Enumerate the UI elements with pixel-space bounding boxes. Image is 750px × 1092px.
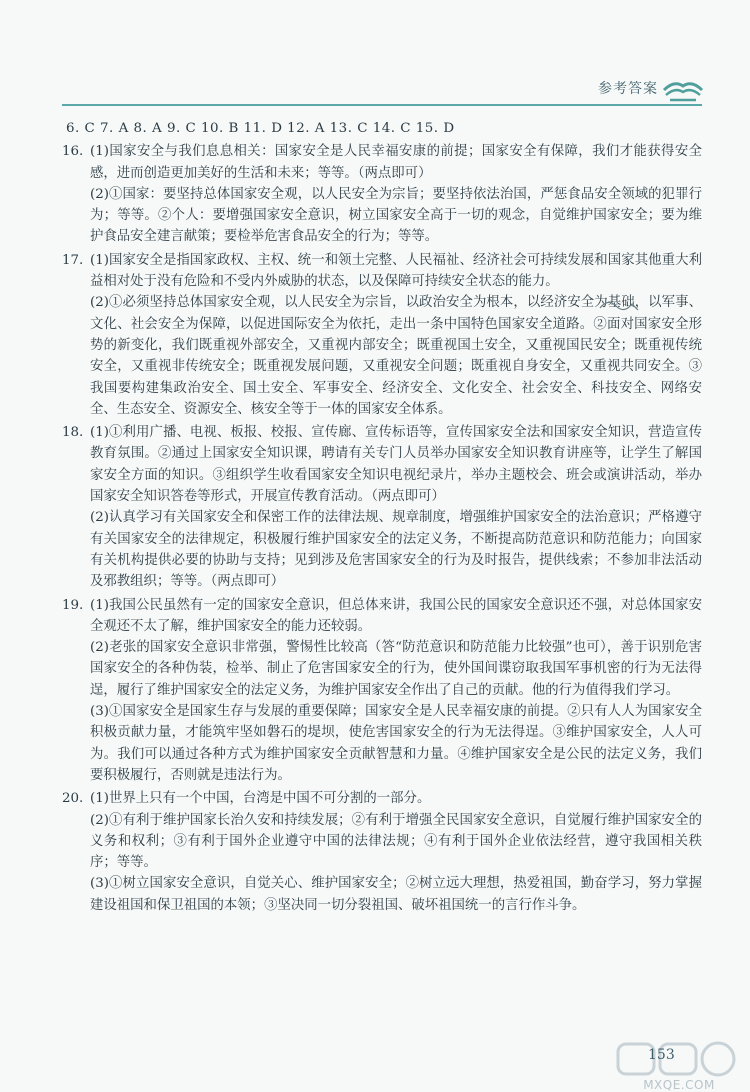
pen-mark-icon [596, 296, 642, 318]
answer-paragraph: (2)认真学习有关国家安全和保密工作的法律法规、规章制度，增强维护国家安全的法治意识；严格遵守有关国家安全的法律规定，积极履行维护国家安全的法定义务，不断提高防范意识和防范能力；向国家有关机构提供必要的协助与支持；见到涉及危害国家安全的行为及时报告，提供线索；不参加非法活动及邪教组织；等等。（两点即可） [90, 510, 702, 590]
answer-paragraph: (2)①必须坚持总体国家安全观，以人民安全为宗旨，以政治安全为根本，以经济安全为基础，以军事、文化、社会安全为保障，以促进国际安全为依托，走出一条中国特色国家安全道路。②面对国家安全形势的新变化，我们既重视外部安全，又重视内部安全；既重视国土安全，又重视国民安全；既重视传统安全，又重视非传统安全；既重视发展问题，又重视安全问题；既重视自身安全，又重视共同安全。③我国要构建集政治安全、国土安全、军事安全、经济安全、文化安全、社会安全、科技安全、网络安全、生态安全、资源安全、核安全等于一体的国家安全体系。 [90, 295, 702, 417]
answer-paragraph: (1)世界上只有一个中国，台湾是中国不可分割的一部分。 [90, 791, 431, 807]
header-divider [62, 104, 702, 106]
header-title: 参考答案 [598, 81, 658, 97]
question-18 [62, 422, 702, 592]
multiple-choice-answers: 6. C 7. A 8. A 9. C 10. B 11. D 12. A 13. C 14. C 15. D [66, 121, 455, 136]
page-number: 153 [648, 1047, 675, 1063]
answer-paragraph: (1)国家安全与我们息息相关：国家安全是人民幸福安康的前提；国家安全有保障，我们才能获得安全感，进而创造更加美好的生活和未来；等等。（两点即可） [90, 144, 702, 181]
question-number: 17. [62, 252, 84, 268]
answer-paragraph: (3)①国家安全是国家生存与发展的重要保障；国家安全是人民幸福安康的前提。②只有人人为国家安全积极贡献力量，才能筑牢坚如磐石的堤坝，使危害国家安全的行为无法得逞。③维护国家安全，人人可为。我们可以通过各种方式为维护国家安全贡献智慧和力量。④维护国家安全是公民的法定义务，我们要积极履行，否则就是违法行为。 [90, 704, 702, 783]
question-16 [62, 141, 702, 247]
question-20 [62, 788, 702, 916]
answer-paragraph: (1)国家安全是指国家政权、主权、统一和领土完整、人民福祉、经济社会可持续发展和国家其他重大利益相对处于没有危险和不受内外威胁的状态，以及保障可持续安全状态的能力。 [90, 252, 702, 290]
question-number: 19. [62, 597, 84, 613]
question-number: 16. [62, 144, 84, 160]
answer-paragraph: (3)①树立国家安全意识，自觉关心、维护国家安全；②树立远大理想，热爱祖国，勤奋学习，努力掌握建设祖国和保卫祖国的本领；③坚决同一切分裂祖国、破坏祖国统一的言行作斗争。 [90, 876, 702, 913]
answer-paragraph: (2)①国家：要坚持总体国家安全观，以人民安全为宗旨；要坚持依法治国，严惩食品安全领域的犯罪行为；等等。②个人：要增强国家安全意识，树立国家安全高于一切的观念，自觉维护国家安全；要为维护食品安全建言献策；要检举危害食品安全的行为；等等。 [90, 186, 702, 245]
answer-content [62, 118, 702, 916]
answer-paragraph: (1)我国公民虽然有一定的国家安全意识，但总体来讲，我国公民的国家安全意识还不强，对总体国家安全观还不太了解，维护国家安全的能力还较弱。 [90, 597, 702, 634]
book-logo-icon [660, 72, 706, 106]
question-number: 20. [62, 791, 84, 807]
watermark-text: MXQE.COM [643, 1078, 715, 1092]
question-19 [62, 595, 702, 787]
answer-paragraph: (1)①利用广播、电视、板报、校报、宣传廊、宣传标语等，宣传国家安全法和国家安全知识，营造宣传教育氛围。②通过上国家安全知识课，聘请有关专门人员举办国家安全知识教育讲座等，让学生了解国家安全方面的知识。③组织学生收看国家安全知识电视纪录片，举办主题校会、班会或演讲活动，举办国家安全知识答卷等形式，开展宣传教育活动。（两点即可） [90, 425, 702, 505]
question-17 [62, 250, 702, 420]
question-number: 18. [62, 425, 84, 441]
answer-paragraph: (2)老张的国家安全意识非常强，警惕性比较高（答“防范意识和防范能力比较强”也可），善于识别危害国家安全的各种伪装，检举、制止了危害国家安全的行为，使外国间谍窃取我国军事机密的行为无法得逞，履行了维护国家安全的法定义务，为维护国家安全作出了自己的贡献。他的行为值得我们学习。 [90, 640, 702, 698]
answer-paragraph: (2)①有利于维护国家长治久安和持续发展；②有利于增强全民国家安全意识，自觉履行维护国家安全的义务和权利；③有利于国外企业遵守中国的法律法规；④有利于国外企业依法经营，遵守我国相关秩序；等等。 [90, 812, 702, 871]
